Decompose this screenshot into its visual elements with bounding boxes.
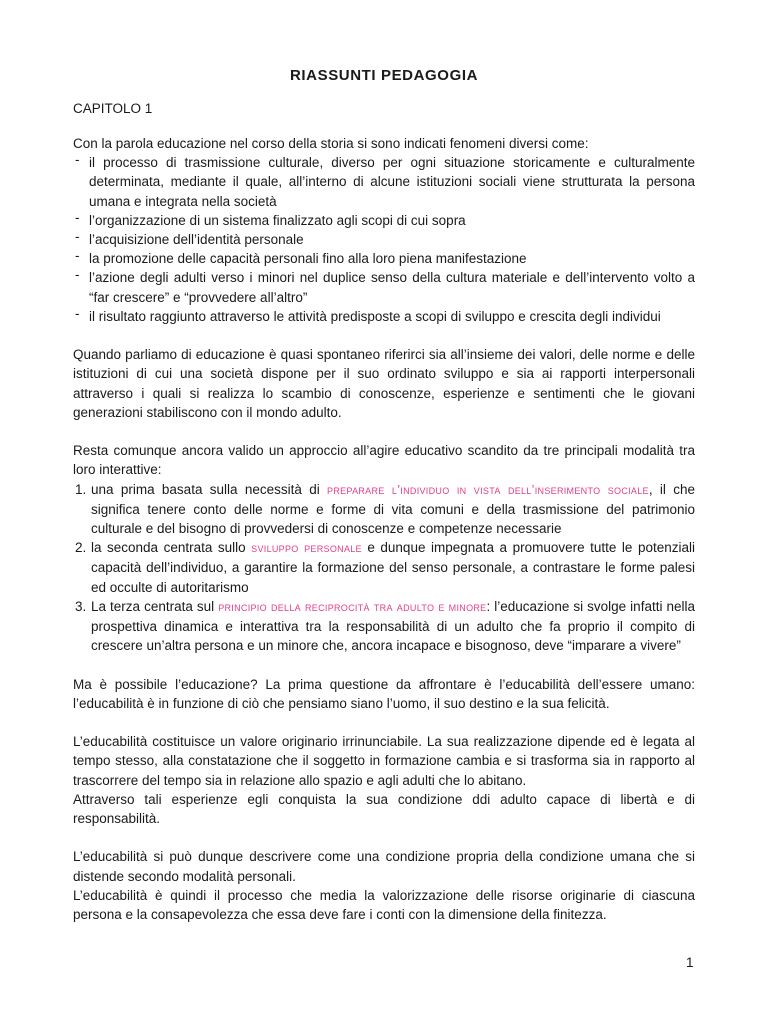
list-item: - la promozione delle capacità personali fino alla loro piena manifestazione <box>73 249 695 268</box>
item-text: la seconda centrata sullo <box>91 540 252 556</box>
paragraph: Quando parliamo di educazione è quasi spontaneo riferirci sia all’insieme dei valori, delle norme e delle istituzioni di cui una società dispone per il suo ordinato sviluppo e sia ai rapporti interpersonali attraverso i quali si realizza lo scambio di conoscenze, esperienze e sentimenti che le giovani generazioni stabiliscono con il mondo adulto. <box>73 347 695 420</box>
item-text: e dunque impegnata a promuovere tutte le potenziali capacità dell’individuo, a garantire la formazione del senso personale, a contrastare le forme palesi ed occulte di autoritarismo <box>91 540 695 595</box>
list-item: - l’azione degli adulti verso i minori nel duplice senso della cultura materiale e dell’intervento volto a “far crescere” e “provvedere all’altro” <box>73 268 695 306</box>
paragraph: Ma è possibile l’educazione? La prima questione da affrontare è l’educabilità dell’essere umano: l’educabilità è in funzione di ciò che pensiamo siano l’uomo, il suo destino e la sua felicità. <box>73 676 695 711</box>
highlighted-term: principio della reciprocità tra adulto e minore <box>218 599 487 614</box>
paragraph: Attraverso tali esperienze egli conquista la sua condizione ddi adulto capace di libertà e di responsabilità. <box>73 791 695 827</box>
highlighted-term: preparare l’individuo in vista dell’inserimento sociale <box>327 482 649 497</box>
item-number: 2. <box>75 540 87 556</box>
list-item: - il processo di trasmissione culturale, diverso per ogni situazione storicamente e culturalmente determinata, mediante il quale, all’interno di alcune istituzioni sociali viene strutturata la persona umana e integrata nella società <box>73 153 695 211</box>
item-number: 3. <box>75 598 87 614</box>
paragraph: L’educabilità costituisce un valore originario irrinunciabile. La sua realizzazione dipende ed è legata al tempo stesso, alla constatazione che il soggetto in formazione cambia e si trasforma sia in rapporto al trascorrere del tempo sia in relazione allo spazio e agli adulti che lo abitano. <box>73 734 695 788</box>
numbered-item <box>73 597 695 656</box>
item-text: una prima basata sulla necessità di <box>91 481 328 497</box>
item-text: , il che significa tenere conto delle norme e forme di vita comuni e della trasmissione del patrimonio culturale e del bisogno di provvedersi di conoscenze e competenze necessarie <box>91 481 695 537</box>
item-number: 1. <box>75 481 87 497</box>
numbered-list <box>73 480 695 656</box>
page-number: 1 <box>686 955 694 970</box>
list-item: - il risultato raggiunto attraverso le attività predisposte a scopi di sviluppo e crescita degli individui <box>73 307 695 326</box>
list-item: - l’acquisizione dell’identità personale <box>73 230 695 249</box>
paragraph: L’educabilità è quindi il processo che media la valorizzazione delle risorse originarie di ciascuna persona e la consapevolezza che essa deve fare i conti con la dimensione della finitezza. <box>73 887 695 923</box>
item-text: La terza centrata sul <box>91 598 219 614</box>
numbered-item <box>73 538 695 597</box>
paragraph: L’educabilità si può dunque descrivere come una condizione propria della condizione umana che si distende secondo modalità personali. <box>73 849 695 884</box>
chapter-heading: CAPITOLO 1 <box>73 101 153 116</box>
paragraph: Resta comunque ancora valido un approccio all’agire educativo scandito da tre principali modalità tra loro interattive: <box>73 443 695 478</box>
list-item: - l’organizzazione di un sistema finalizzato agli scopi di cui sopra <box>73 211 695 230</box>
numbered-item <box>73 480 695 539</box>
item-text: : l’educazione si svolge infatti nella prospettiva dinamica e interattiva tra la responsabilità di un adulto che fa proprio il compito di crescere un’altra persona e un minore che, ancora incapace e bisognoso, deve “imparare a vivere” <box>91 598 696 654</box>
document-title: RIASSUNTI PEDAGOGIA <box>289 67 479 84</box>
intro-paragraph: Con la parola educazione nel corso della storia si sono indicati fenomeni diversi come: <box>73 136 589 151</box>
highlighted-term: sviluppo personale <box>251 541 362 556</box>
dash-list <box>73 153 695 326</box>
document-body <box>73 134 695 924</box>
